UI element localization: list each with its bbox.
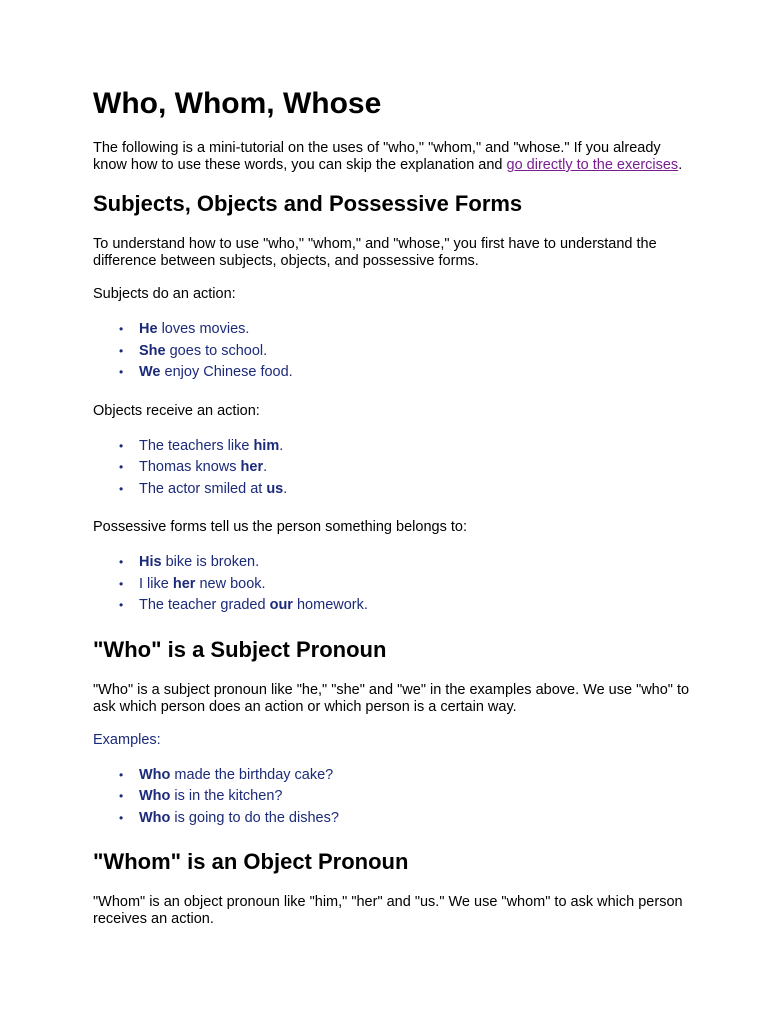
list-item-text: new book.	[195, 575, 266, 592]
pronoun-emphasis: us	[266, 480, 284, 497]
page-title: Who, Whom, Whose	[93, 87, 382, 120]
subjects-list	[93, 319, 693, 384]
list-item	[93, 362, 693, 384]
pronoun-emphasis: His	[139, 554, 162, 570]
list-item-text: The teacher graded	[139, 597, 270, 613]
examples-label: Examples:	[93, 731, 161, 748]
whom-paragraph: "Whom" is an object pronoun like "him," "her" and "us." We use "whom" to ask which person receives an action.	[93, 894, 683, 927]
section-heading-who: "Who" is a Subject Pronoun	[93, 636, 387, 662]
pronoun-emphasis: her	[240, 459, 264, 475]
possessive-label: Possessive forms tell us the person something belongs to:	[93, 519, 467, 535]
list-item	[93, 595, 693, 617]
intro-paragraph	[93, 140, 693, 174]
forms-paragraph: To understand how to use "who," "whom," and "whose," you first have to understand the difference between subjects, objects, and possessive forms.	[93, 236, 657, 269]
section-heading-forms: Subjects, Objects and Possessive Forms	[93, 191, 523, 216]
possessive-list	[93, 552, 693, 617]
list-item-text: bike is broken.	[161, 554, 260, 570]
list-item-text: goes to school.	[165, 342, 268, 359]
who-paragraph: "Who" is a subject pronoun like "he," "she" and "we" in the examples above. We use "who" to ask which person does an action or which person is a certain way.	[93, 681, 690, 715]
list-item-text: is in the kitchen?	[170, 788, 283, 804]
bullet-icon: •	[119, 322, 124, 336]
list-item	[93, 457, 693, 479]
intro-text: The following is a mini-tutorial on the uses of "who," "whom," and "whose." If you already know how to use these words, you can skip the explanation and	[93, 140, 661, 173]
list-item-text: made the birthday cake?	[170, 766, 334, 783]
list-item-text: Thomas knows	[139, 459, 241, 475]
list-item-text: homework.	[292, 597, 368, 613]
objects-label: Objects receive an action:	[93, 402, 260, 419]
bullet-icon: •	[119, 576, 124, 591]
bullet-icon: •	[119, 767, 124, 782]
bullet-icon: •	[119, 555, 124, 569]
pronoun-emphasis: She	[139, 342, 166, 359]
list-item	[93, 574, 693, 596]
list-item	[93, 808, 693, 830]
bullet-icon: •	[119, 343, 124, 358]
list-item	[93, 436, 693, 458]
objects-list	[93, 436, 693, 501]
pronoun-emphasis: Who	[139, 788, 171, 804]
bullet-icon: •	[119, 598, 124, 612]
list-item-text: enjoy Chinese food.	[160, 364, 293, 380]
bullet-icon: •	[119, 438, 124, 453]
intro-end: .	[678, 157, 683, 173]
pronoun-emphasis: We	[139, 364, 161, 380]
list-item	[93, 341, 693, 363]
bullet-icon: •	[119, 789, 124, 803]
list-item-text: is going to do the dishes?	[170, 809, 339, 826]
document-page	[93, 86, 693, 944]
list-item-text: .	[283, 480, 288, 497]
pronoun-emphasis: our	[269, 597, 293, 613]
bullet-icon: •	[119, 481, 124, 496]
list-item	[93, 765, 693, 787]
pronoun-emphasis: her	[172, 575, 196, 592]
who-examples-list	[93, 765, 693, 830]
list-item	[93, 319, 693, 341]
bullet-icon: •	[119, 810, 124, 825]
list-item-text: The actor smiled at	[139, 480, 267, 497]
pronoun-emphasis: Who	[139, 809, 171, 826]
bullet-icon: •	[119, 365, 124, 379]
list-item-text: loves movies.	[157, 321, 250, 337]
exercises-link[interactable]: go directly to the exercises	[506, 157, 679, 173]
list-item	[93, 479, 693, 501]
list-item	[93, 552, 693, 574]
list-item-text: The teachers like	[139, 437, 254, 454]
list-item-text: .	[263, 459, 268, 475]
pronoun-emphasis: He	[139, 321, 158, 337]
subjects-label: Subjects do an action:	[93, 286, 236, 302]
section-heading-whom: "Whom" is an Object Pronoun	[93, 849, 409, 874]
list-item-text: .	[279, 437, 284, 454]
pronoun-emphasis: Who	[139, 766, 171, 783]
pronoun-emphasis: him	[253, 437, 280, 454]
list-item-text: I like	[139, 575, 173, 592]
list-item	[93, 786, 693, 808]
bullet-icon: •	[119, 460, 124, 474]
